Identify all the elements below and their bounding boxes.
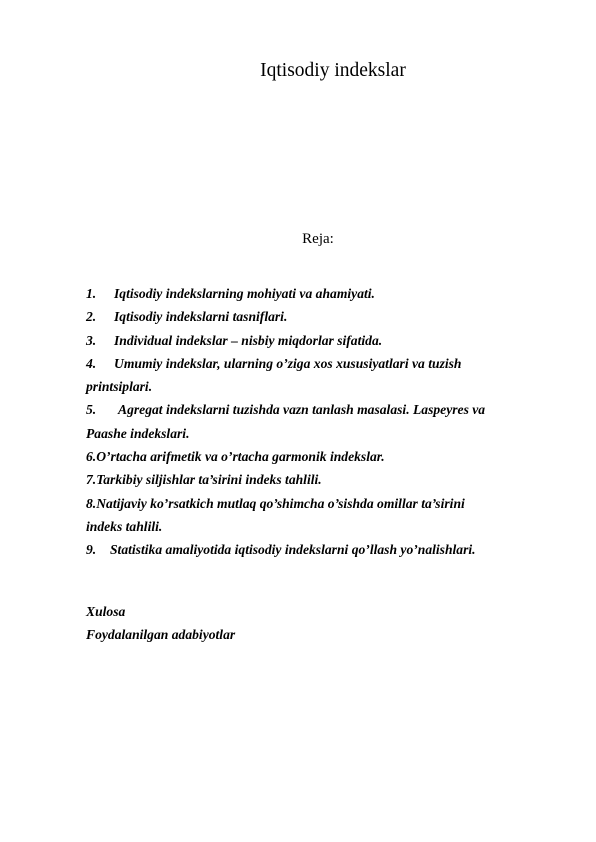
- plan-item-text: O’rtacha arifmetik va o’rtacha garmonik indekslar.: [96, 449, 385, 465]
- plan-item-number: 5.: [86, 402, 97, 418]
- plan-item-text: Iqtisodiy indekslarni tasniflari.: [114, 309, 288, 325]
- plan-item-text: Natijaviy ko’rsatkich mutlaq qo’shimcha o’sishda omillar ta’sirini: [96, 495, 465, 511]
- plan-heading: Reja:: [302, 231, 334, 247]
- plan-item-text: Statistika amaliyotida iqtisodiy indekslarni qo’llash yo’nalishlari.: [110, 542, 476, 558]
- plan-item-continuation-text: indeks tahlili.: [86, 518, 163, 534]
- plan-item: [86, 282, 566, 305]
- plan-item-text: Individual indekslar – nisbiy miqdorlar sifatida.: [114, 332, 383, 348]
- plan-item: [86, 538, 566, 561]
- conclusion-heading: Xulosa: [86, 604, 126, 619]
- plan-item-number: 8.: [86, 495, 97, 511]
- plan-item-continuation: [86, 515, 566, 538]
- plan-item-text: Iqtisodiy indekslarning mohiyati va ahamiyati.: [114, 286, 375, 301]
- plan-item-number: 7.: [86, 472, 97, 488]
- plan-item-continuation-text: Paashe indekslari.: [86, 425, 190, 441]
- plan-item-text: Agregat indekslarni tuzishda vazn tanlash masalasi. Laspeyres va: [118, 402, 486, 418]
- plan-item-number: 6.: [86, 449, 97, 465]
- plan-item-text: Umumiy indekslar, ularning o’ziga xos xususiyatlari va tuzish: [114, 355, 462, 371]
- plan-item-text: Tarkibiy siljishlar ta’sirini indeks tahlili.: [96, 472, 322, 488]
- plan-item-continuation-text: printsiplari.: [86, 379, 153, 395]
- plan-item-number: 9.: [86, 542, 97, 558]
- plan-item-number: 4.: [86, 355, 97, 371]
- references-heading: Foydalanilgan adabiyotlar: [86, 627, 236, 642]
- plan-item: [86, 398, 566, 421]
- document-title: Iqtisodiy indekslar: [260, 60, 406, 81]
- plan-item-number: 2.: [86, 309, 97, 325]
- plan-item-continuation: [86, 422, 566, 445]
- plan-list: [86, 282, 566, 562]
- plan-item: [86, 305, 566, 328]
- plan-item: [86, 329, 566, 352]
- plan-item: [86, 492, 566, 515]
- plan-item-number: 3.: [86, 332, 97, 348]
- plan-item: [86, 445, 566, 468]
- plan-item: [86, 352, 566, 375]
- plan-item-number: 1.: [86, 286, 97, 301]
- plan-item-continuation: [86, 375, 566, 398]
- plan-item: [86, 468, 566, 491]
